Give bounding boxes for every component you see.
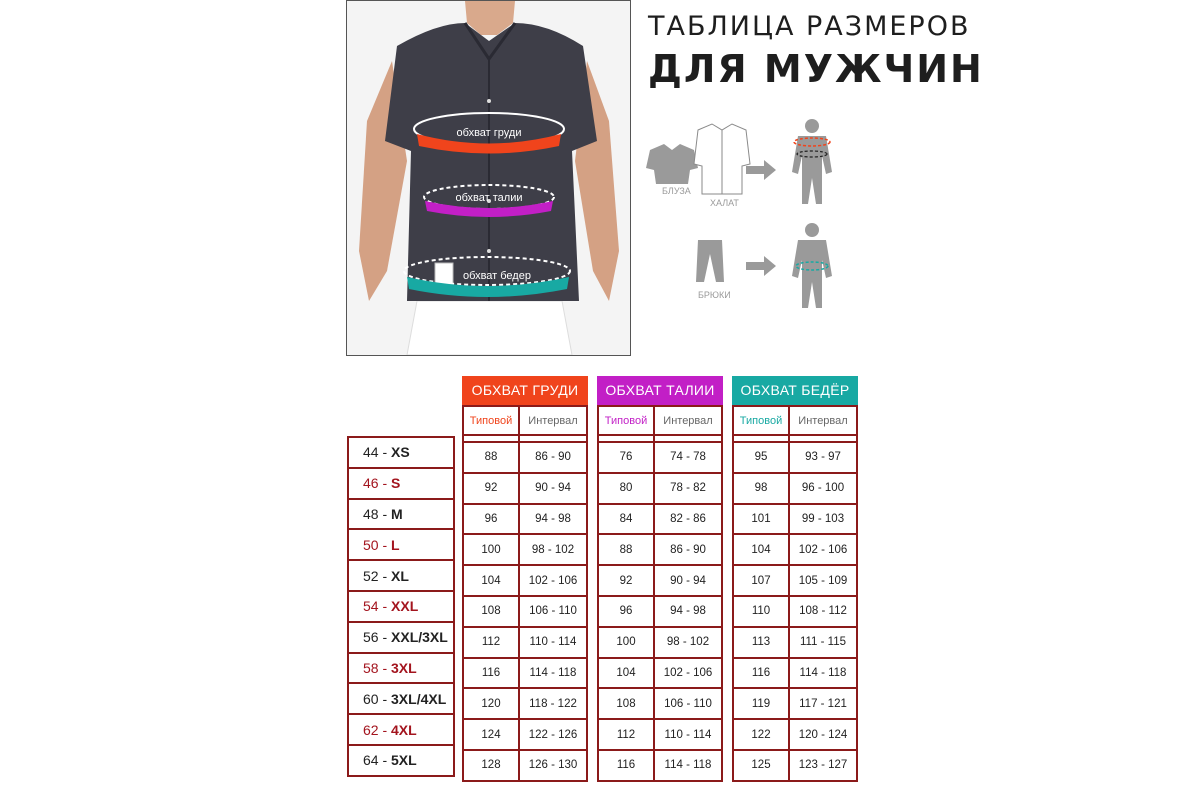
- typical-header: Типовой: [463, 406, 519, 435]
- spacer-row: [463, 435, 587, 442]
- size-cell: [348, 683, 454, 714]
- table-row: [733, 688, 857, 719]
- table-row: [733, 442, 857, 473]
- table-row: [463, 750, 587, 781]
- typical-value: 88: [463, 442, 519, 473]
- interval-value: 117 - 121: [789, 688, 857, 719]
- size-cell: [348, 499, 454, 530]
- table-row: [598, 719, 722, 750]
- interval-value: 86 - 90: [519, 442, 587, 473]
- table-row: [463, 442, 587, 473]
- robe-caption: ХАЛАТ: [710, 198, 739, 208]
- body-chest-waist-icon: [792, 119, 832, 204]
- size-row: [348, 437, 454, 468]
- interval-header: Интервал: [789, 406, 857, 435]
- body-hips-icon: [792, 223, 832, 308]
- interval-value: 94 - 98: [654, 596, 722, 627]
- interval-header: Интервал: [654, 406, 722, 435]
- interval-value: 110 - 114: [519, 627, 587, 658]
- size-row: [348, 653, 454, 684]
- typical-value: 116: [733, 658, 789, 689]
- table-row: [733, 534, 857, 565]
- typical-value: 84: [598, 504, 654, 535]
- typical-value: 110: [733, 596, 789, 627]
- typical-header: Типовой: [733, 406, 789, 435]
- model-photo: [346, 0, 631, 356]
- column-header-row: [598, 406, 722, 435]
- interval-value: 96 - 100: [789, 473, 857, 504]
- table-row: [463, 719, 587, 750]
- size-cell: [348, 468, 454, 499]
- table-row: [733, 596, 857, 627]
- interval-value: 82 - 86: [654, 504, 722, 535]
- interval-value: 102 - 106: [789, 534, 857, 565]
- size-number: 60 -: [363, 690, 392, 707]
- interval-value: 98 - 102: [654, 627, 722, 658]
- interval-value: 118 - 122: [519, 688, 587, 719]
- typical-value: 120: [463, 688, 519, 719]
- size-cell: [348, 591, 454, 622]
- typical-value: 112: [598, 719, 654, 750]
- typical-value: 104: [463, 565, 519, 596]
- size-cell: [348, 560, 454, 591]
- interval-value: 74 - 78: [654, 442, 722, 473]
- group-header: ОБХВАТ БЕДЁР: [732, 376, 858, 405]
- size-number: 54 -: [363, 598, 392, 615]
- typical-value: 101: [733, 504, 789, 535]
- typical-value: 107: [733, 565, 789, 596]
- title-line-1: ТАБЛИЦА РАЗМЕРОВ: [648, 11, 971, 42]
- table-row: [598, 442, 722, 473]
- size-number: 52 -: [363, 567, 392, 584]
- interval-value: 90 - 94: [654, 565, 722, 596]
- measurement-table: [597, 405, 723, 782]
- size-code: S: [391, 475, 401, 492]
- table-row: [733, 750, 857, 781]
- interval-value: 114 - 118: [654, 750, 722, 781]
- title-line-2: ДЛЯ МУЖЧИН: [648, 47, 984, 91]
- typical-value: 80: [598, 473, 654, 504]
- typical-value: 104: [733, 534, 789, 565]
- interval-value: 105 - 109: [789, 565, 857, 596]
- table-row: [733, 627, 857, 658]
- page-title: [648, 10, 984, 94]
- interval-value: 108 - 112: [789, 596, 857, 627]
- table-row: [598, 688, 722, 719]
- typical-value: 95: [733, 442, 789, 473]
- interval-value: 78 - 82: [654, 473, 722, 504]
- typical-value: 104: [598, 658, 654, 689]
- column-header-row: [463, 406, 587, 435]
- table-row: [598, 504, 722, 535]
- table-row: [463, 688, 587, 719]
- chest-label: обхват груди: [456, 127, 522, 139]
- size-number: 44 -: [363, 444, 392, 461]
- interval-value: 94 - 98: [519, 504, 587, 535]
- typical-value: 92: [598, 565, 654, 596]
- interval-value: 102 - 106: [519, 565, 587, 596]
- size-cell: [348, 437, 454, 468]
- table-row: [733, 565, 857, 596]
- arrow-right-icon: [746, 160, 776, 180]
- size-cell: [348, 622, 454, 653]
- typical-value: 88: [598, 534, 654, 565]
- table-row: [598, 596, 722, 627]
- interval-value: 123 - 127: [789, 750, 857, 781]
- hips-label: обхват бедер: [463, 270, 531, 282]
- garment-diagram: [636, 112, 846, 317]
- size-row: [348, 468, 454, 499]
- size-cell: [348, 529, 454, 560]
- table-row: [463, 504, 587, 535]
- robe-icon: [694, 124, 750, 194]
- interval-value: 126 - 130: [519, 750, 587, 781]
- size-row: [348, 683, 454, 714]
- table-row: [733, 504, 857, 535]
- typical-value: 100: [598, 627, 654, 658]
- interval-value: 86 - 90: [654, 534, 722, 565]
- size-number: 56 -: [363, 629, 392, 646]
- chest-group: [462, 376, 588, 782]
- table-row: [463, 473, 587, 504]
- table-row: [598, 565, 722, 596]
- measurement-table: [462, 405, 588, 782]
- typical-value: 100: [463, 534, 519, 565]
- table-row: [598, 473, 722, 504]
- size-number: 48 -: [363, 505, 392, 522]
- typical-value: 76: [598, 442, 654, 473]
- blouse-caption: БЛУЗА: [662, 186, 691, 196]
- typical-value: 108: [463, 596, 519, 627]
- table-row: [733, 658, 857, 689]
- typical-value: 113: [733, 627, 789, 658]
- interval-value: 120 - 124: [789, 719, 857, 750]
- size-cell: [348, 714, 454, 745]
- interval-value: 122 - 126: [519, 719, 587, 750]
- typical-value: 116: [463, 658, 519, 689]
- size-row: [348, 529, 454, 560]
- table-row: [463, 658, 587, 689]
- size-code: L: [391, 536, 400, 553]
- table-row: [463, 534, 587, 565]
- size-code: XXL: [391, 598, 419, 615]
- size-row: [348, 591, 454, 622]
- typical-value: 98: [733, 473, 789, 504]
- size-code: XXL/3XL: [391, 629, 448, 646]
- table-row: [463, 596, 587, 627]
- table-row: [598, 627, 722, 658]
- size-code: XL: [391, 567, 409, 584]
- typical-value: 112: [463, 627, 519, 658]
- size-code: 5XL: [391, 752, 417, 769]
- typical-value: 96: [463, 504, 519, 535]
- waist-label: обхват талии: [455, 192, 523, 204]
- size-number: 50 -: [363, 536, 392, 553]
- interval-value: 110 - 114: [654, 719, 722, 750]
- group-header: ОБХВАТ ГРУДИ: [462, 376, 588, 405]
- size-row: [348, 622, 454, 653]
- spacer-row: [598, 435, 722, 442]
- interval-value: 102 - 106: [654, 658, 722, 689]
- size-cell: [348, 653, 454, 684]
- size-number: 64 -: [363, 752, 392, 769]
- interval-value: 106 - 110: [654, 688, 722, 719]
- interval-value: 114 - 118: [519, 658, 587, 689]
- size-code: 3XL/4XL: [391, 690, 447, 707]
- size-cell: [348, 745, 454, 776]
- size-code: 3XL: [391, 659, 417, 676]
- arrow-right-icon: [746, 256, 776, 276]
- size-row: [348, 714, 454, 745]
- interval-value: 90 - 94: [519, 473, 587, 504]
- table-row: [733, 719, 857, 750]
- size-table: [347, 436, 455, 777]
- interval-value: 93 - 97: [789, 442, 857, 473]
- typical-value: 125: [733, 750, 789, 781]
- pants-icon: [696, 240, 724, 282]
- table-row: [733, 473, 857, 504]
- size-code: 4XL: [391, 721, 417, 738]
- typical-value: 116: [598, 750, 654, 781]
- interval-header: Интервал: [519, 406, 587, 435]
- size-code: M: [391, 505, 403, 522]
- typical-value: 124: [463, 719, 519, 750]
- spacer-row: [733, 435, 857, 442]
- table-row: [598, 534, 722, 565]
- size-number: 62 -: [363, 721, 392, 738]
- group-header: ОБХВАТ ТАЛИИ: [597, 376, 723, 405]
- size-number: 46 -: [363, 475, 392, 492]
- column-header-row: [733, 406, 857, 435]
- typical-value: 96: [598, 596, 654, 627]
- typical-value: 108: [598, 688, 654, 719]
- size-number: 58 -: [363, 659, 392, 676]
- typical-value: 128: [463, 750, 519, 781]
- table-row: [463, 627, 587, 658]
- table-row: [463, 565, 587, 596]
- pants-caption: БРЮКИ: [698, 290, 731, 300]
- typical-value: 92: [463, 473, 519, 504]
- table-row: [598, 658, 722, 689]
- interval-value: 106 - 110: [519, 596, 587, 627]
- typical-value: 122: [733, 719, 789, 750]
- size-row: [348, 745, 454, 776]
- size-row: [348, 560, 454, 591]
- table-row: [598, 750, 722, 781]
- size-code: XS: [391, 444, 410, 461]
- interval-value: 114 - 118: [789, 658, 857, 689]
- measurement-table: [732, 405, 858, 782]
- interval-value: 99 - 103: [789, 504, 857, 535]
- blouse-icon: [646, 144, 698, 184]
- interval-value: 111 - 115: [789, 627, 857, 658]
- size-row: [348, 499, 454, 530]
- waist-group: [597, 376, 723, 782]
- typical-value: 119: [733, 688, 789, 719]
- hips-group: [732, 376, 858, 782]
- typical-header: Типовой: [598, 406, 654, 435]
- interval-value: 98 - 102: [519, 534, 587, 565]
